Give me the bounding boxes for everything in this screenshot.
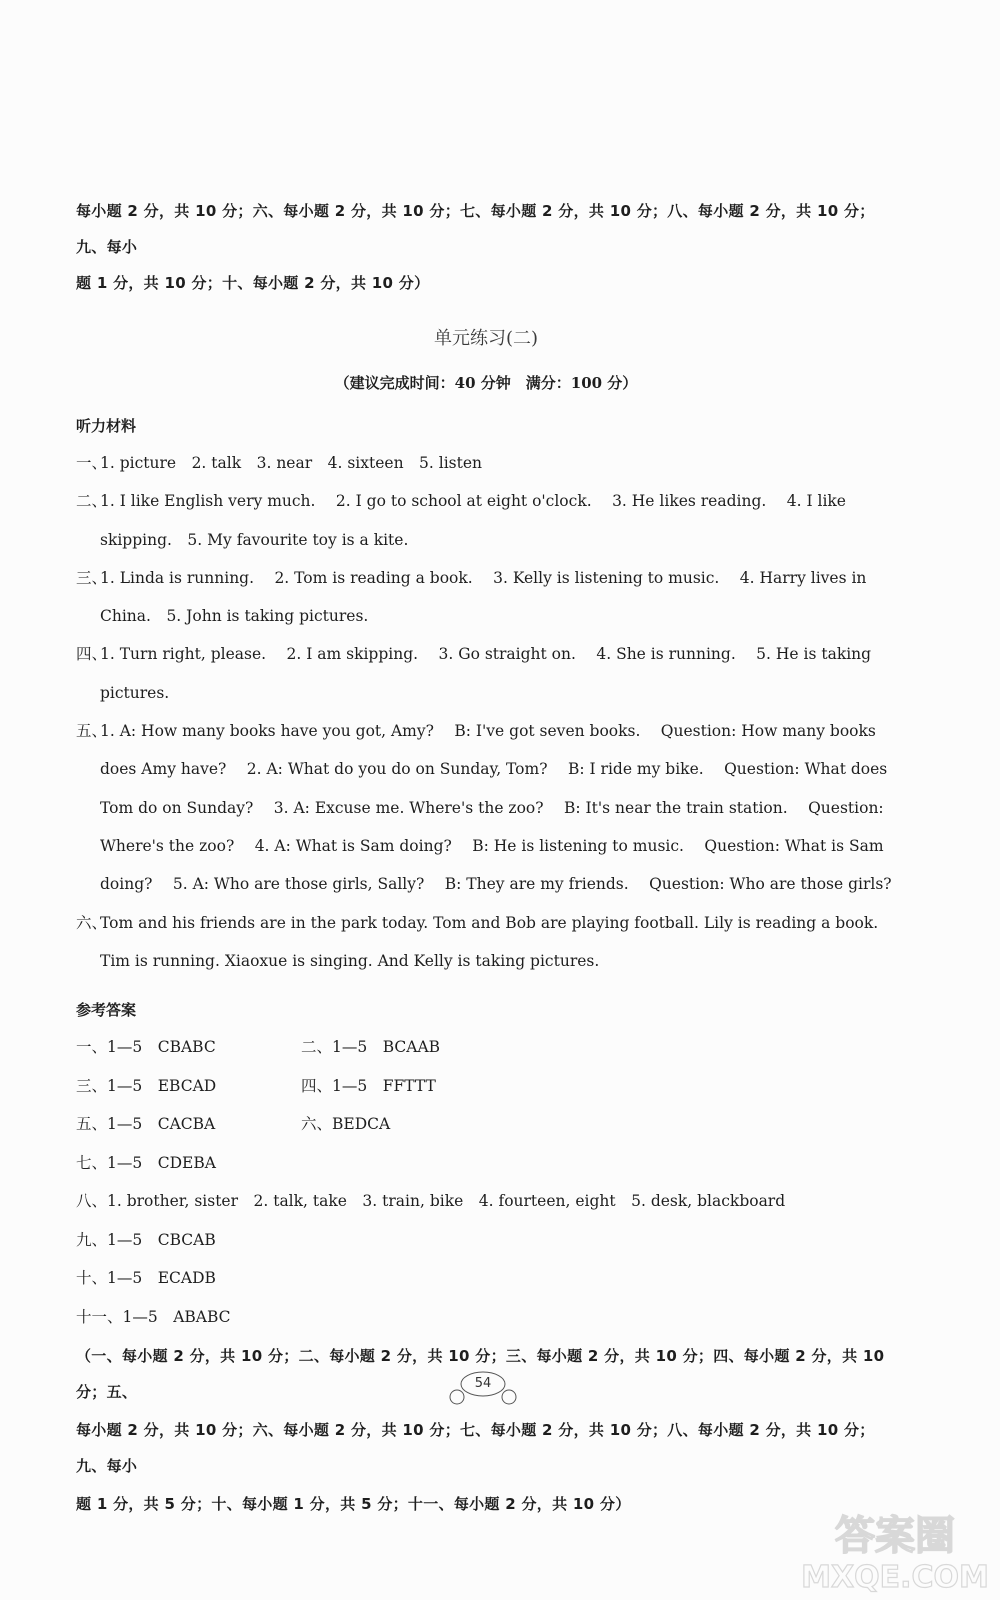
unit-title: 单元练习(二) [433, 328, 539, 349]
watermark-logo [800, 1505, 990, 1595]
item-text: 1. A: How many books have you got, Amy? B: I've got seven books. Question: How many books does Amy have? 2. A: What do you do on Sunday, Tom? B: I ride my bike. Question: What does Tom do on Sunday? 3. A: Excuse me. Where's the zoo? B: It's near the train station. Question: Where's the zoo? 4. A: What is Sam doing? B: He is listening to music. Question: What is Sam doing? 5. A: Who are those girls, Sally? B: They are my friends. Question: Who are those girls? [100, 722, 892, 894]
listening-heading: 听力材料 [76, 417, 137, 435]
listening-item-2 [76, 482, 896, 559]
answer-line: 十一、1—5 ABABC [76, 1307, 231, 1326]
page-number: 54 [474, 1376, 492, 1391]
listening-item-3 [76, 559, 896, 636]
answer-cell: 五、1—5 CACBA [76, 1115, 216, 1134]
answer-line: 十、1—5 ECADB [76, 1269, 216, 1288]
item-number: 六、 [76, 913, 108, 932]
answer-cell: 三、1—5 EBCAD [76, 1076, 217, 1095]
answer-line: 九、1—5 CBCAB [76, 1230, 216, 1249]
item-text: 1. picture 2. talk 3. near 4. sixteen 5. listen [100, 454, 483, 472]
item-number: 五、 [76, 722, 108, 741]
item-number: 三、 [76, 568, 108, 587]
answer-row [76, 1028, 896, 1067]
content [76, 193, 896, 1522]
item-text: 1. Turn right, please. 2. I am skipping. 3. Go straight on. 4. She is running. 5. He is taking pictures. [100, 645, 872, 702]
answer-line: 八、1. brother, sister 2. talk, take 3. train, bike 4. fourteen, eight 5. desk, blackboard [76, 1192, 786, 1211]
answer-row [76, 1105, 896, 1144]
svg-text:答案圈: 答案圈 [835, 1513, 955, 1559]
listening-item-6 [76, 904, 896, 981]
page-number-badge [447, 1367, 519, 1409]
listening-item-4 [76, 635, 896, 712]
answer-row [76, 1067, 896, 1106]
item-number: 二、 [76, 492, 108, 511]
answers-heading: 参考答案 [76, 1001, 137, 1020]
answer-cell: 四、1—5 FFTTT [301, 1076, 436, 1095]
listening-item-1 [76, 444, 896, 482]
listening-item-5 [76, 712, 896, 903]
item-text: 1. I like English very much. 2. I go to school at eight o'clock. 3. He likes reading. 4. I like skipping. 5. My favourite toy is a kite. [100, 492, 846, 549]
answer-line: 七、1—5 CDEBA [76, 1153, 216, 1172]
item-text: Tom and his friends are in the park today. Tom and Bob are playing football. Lily is reading a book. Tim is running. Xiaoxue is singing. And Kelly is taking pictures. [100, 913, 879, 970]
answer-cell: 一、1—5 CBABC [76, 1038, 216, 1057]
answer-cell: 六、BEDCA [301, 1115, 391, 1134]
watermark-icon [800, 1505, 990, 1595]
item-text: 1. Linda is running. 2. Tom is reading a book. 3. Kelly is listening to music. 4. Harry lives in China. 5. John is taking pictures. [100, 568, 867, 626]
prev-scoring-line-2: 题 1 分，共 10 分；十、每小题 2 分，共 10 分） [76, 274, 430, 292]
scoring-line-2: 每小题 2 分，共 10 分；六、每小题 2 分，共 10 分；七、每小题 2 分，共 10 分；八、每小题 2 分，共 10 分；九、每小 [76, 1421, 875, 1476]
unit-subtitle: （建议完成时间：40 分钟 满分：100 分） [334, 374, 638, 392]
prev-scoring-line-1: 每小题 2 分，共 10 分；六、每小题 2 分，共 10 分；七、每小题 2 分，共 10 分；八、每小题 2 分，共 10 分；九、每小 [76, 202, 875, 256]
svg-text:MXQE.COM: MXQE.COM [801, 1560, 989, 1595]
scoring-line-1: （一、每小题 2 分，共 10 分；二、每小题 2 分，共 10 分；三、每小题 2 分，共 10 分；四、每小题 2 分，共 10 分；五、 [76, 1347, 885, 1402]
item-number: 一、 [76, 454, 108, 472]
item-number: 四、 [76, 645, 108, 664]
answer-cell: 二、1—5 BCAAB [301, 1038, 441, 1057]
scoring-line-3: 题 1 分，共 5 分；十、每小题 1 分，共 5 分；十一、每小题 2 分，共 10 分） [76, 1495, 631, 1514]
